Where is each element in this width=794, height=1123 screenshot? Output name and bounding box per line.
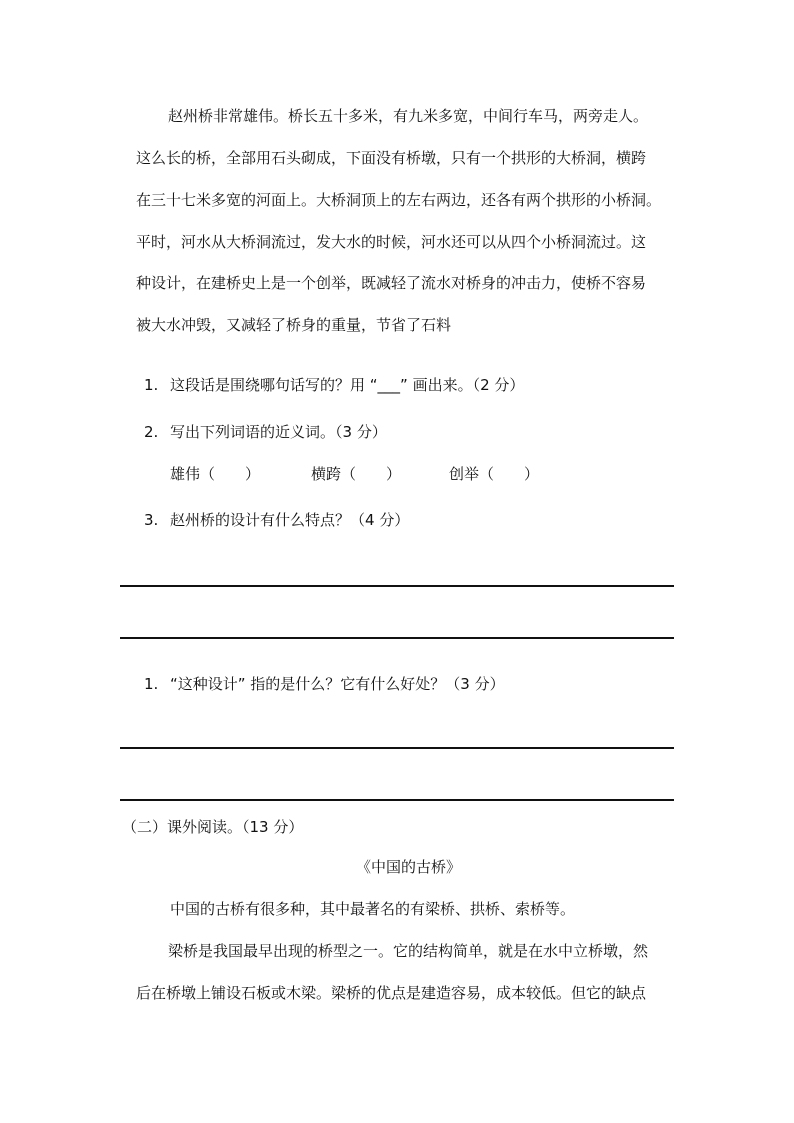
passage-line-5: 种设计，在建桥史上是一个创举，既减轻了流水对桥身的冲击力，使桥不容易 [136, 274, 647, 292]
article-line-2: 梁桥是我国最早出现的桥型之一。它的结构简单，就是在水中立桥墩，然 [168, 942, 649, 960]
question-4 [144, 674, 505, 694]
passage-line-2: 这么长的桥，全部用石头砌成，下面没有桥墩，只有一个拱形的大桥洞，横跨 [136, 149, 647, 167]
synonym-item[interactable]: 横跨（ ） [311, 465, 402, 483]
answer-line[interactable] [120, 637, 674, 639]
question-text: 写出下列词语的近义词。（3 分） [170, 423, 387, 441]
section-header: （二）课外阅读。（13 分） [122, 818, 304, 836]
passage-line-6: 被大水冲毁，又减轻了桥身的重量，节省了石料 [136, 316, 452, 334]
question-1 [144, 375, 524, 395]
question-text: 这段话是围绕哪句话写的？用 “___” 画出来。（2 分） [170, 376, 525, 394]
question-number: 1. [144, 675, 159, 693]
answer-line[interactable] [120, 747, 674, 749]
passage-line-3: 在三十七米多宽的河面上。大桥洞顶上的左右两边，还各有两个拱形的小桥洞。 [136, 191, 662, 209]
answer-line[interactable] [120, 585, 674, 587]
question-text: 赵州桥的设计有什么特点？（4 分） [170, 511, 410, 529]
article-line-3: 后在桥墩上铺设石板或木梁。梁桥的优点是建造容易，成本较低。但它的缺点 [136, 984, 647, 1002]
synonym-item[interactable]: 雄伟（ ） [170, 465, 261, 483]
question-text: “这种设计” 指的是什么？它有什么好处？（3 分） [170, 675, 505, 693]
synonym-items [170, 464, 539, 484]
question-number: 1. [144, 376, 159, 394]
question-number: 2. [144, 423, 159, 441]
article-title: 《中国的古桥》 [356, 858, 462, 876]
passage-line-1: 赵州桥非常雄伟。桥长五十多米，有九米多宽，中间行车马，两旁走人。 [168, 107, 649, 125]
question-2 [144, 422, 387, 442]
article-line-1: 中国的古桥有很多种，其中最著名的有梁桥、拱桥、索桥等。 [170, 900, 576, 918]
answer-line[interactable] [120, 799, 674, 801]
passage-line-4: 平时，河水从大桥洞流过，发大水的时候，河水还可以从四个小桥洞流过。这 [136, 233, 647, 251]
synonym-item[interactable]: 创举（ ） [449, 465, 540, 483]
question-number: 3. [144, 511, 159, 529]
question-3 [144, 510, 409, 530]
